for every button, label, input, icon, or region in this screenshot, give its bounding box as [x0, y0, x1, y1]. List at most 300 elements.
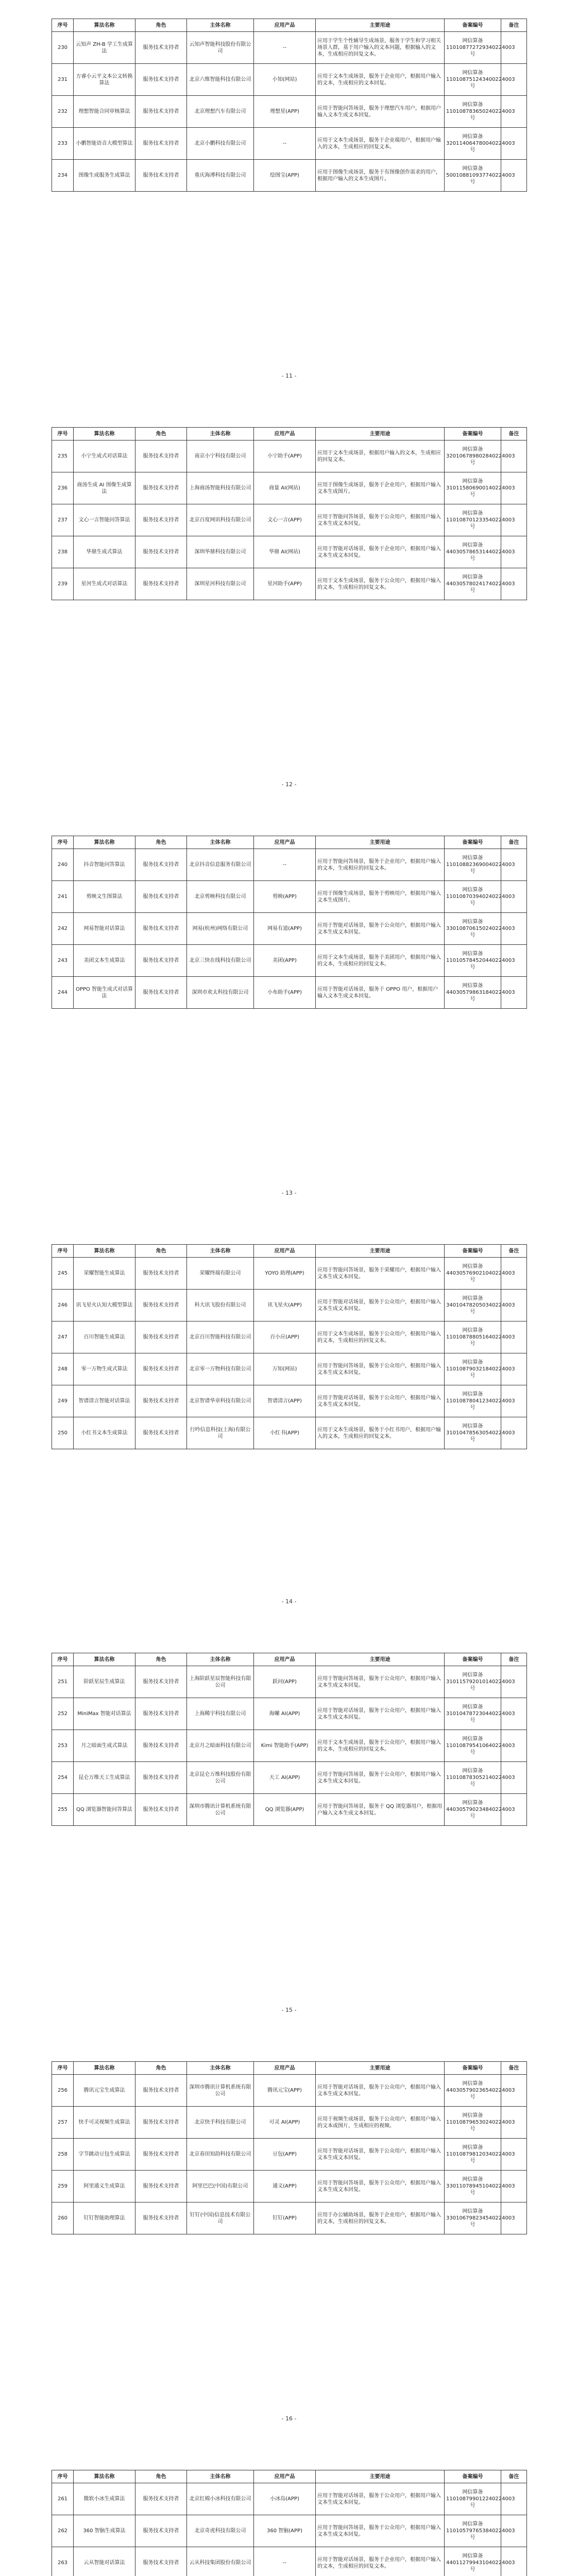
table-row — [52, 2139, 527, 2171]
cell-entity: 北京小鹏科技有限公司 — [187, 128, 254, 160]
column-header: 备注 — [501, 2062, 527, 2075]
page-number: - 16 - — [281, 2415, 297, 2422]
table-header-row — [52, 19, 527, 32]
cell-name: 星河生成式对话算法 — [74, 568, 135, 600]
cell-no: 237 — [52, 504, 74, 536]
column-header: 应用产品 — [254, 2062, 316, 2075]
cell-role: 服务技术支持者 — [135, 568, 187, 600]
cell-code: 网信算备 110108783650240224003 号 — [445, 96, 501, 128]
column-header: 主体名称 — [187, 428, 254, 440]
cell-code: 网信算备 440305790236540224003 号 — [445, 2075, 501, 2107]
cell-code: 网信算备 330106798234540224003 号 — [445, 2202, 501, 2234]
cell-name: 智谱清言智能对话算法 — [74, 1385, 135, 1417]
cell-role: 服务技术支持者 — [135, 945, 187, 977]
cell-product: Kimi 智能助手(APP) — [254, 1730, 316, 1762]
cell-role: 服务技术支持者 — [135, 1794, 187, 1826]
cell-purpose: 应用于智能问答场景，服务于荣耀用户，根据用户输入文本生成文本回复。 — [316, 1258, 445, 1290]
cell-role: 服务技术支持者 — [135, 1730, 187, 1762]
column-header: 主要用途 — [316, 2470, 445, 2483]
table-row — [52, 1385, 527, 1417]
cell-no: 234 — [52, 160, 74, 192]
cell-entity: 北京六维智能科技有限公司 — [187, 64, 254, 96]
cell-role: 服务技术支持者 — [135, 504, 187, 536]
column-header: 备注 — [501, 2470, 527, 2483]
column-header: 主要用途 — [316, 1653, 445, 1666]
cell-code: 网信算备 110108799012240224003 号 — [445, 2483, 501, 2515]
page-number: - 14 - — [281, 1598, 297, 1605]
cell-purpose: 应用于智能对话场景，服务于公众用户，根据用户输入文本生成文本回复。 — [316, 1698, 445, 1730]
cell-entity: 北京剪映科技有限公司 — [187, 881, 254, 913]
column-header: 备注 — [501, 1245, 527, 1258]
cell-code: 网信算备 110108823690040224003 号 — [445, 849, 501, 881]
cell-code: 网信算备 440305798631840224003 号 — [445, 977, 501, 1009]
table-row — [52, 2107, 527, 2139]
cell-role: 服务技术支持者 — [135, 128, 187, 160]
table-header-row — [52, 1653, 527, 1666]
cell-product: 小宁助手(APP) — [254, 440, 316, 472]
cell-no: 235 — [52, 440, 74, 472]
cell-purpose: 应用于智能问答场景，服务于公众用户，根据用户输入文本生成文本回复。 — [316, 504, 445, 536]
cell-name: 阶跃星辰生成算法 — [74, 1666, 135, 1698]
cell-code: 网信算备 330110789451040224003 号 — [445, 2171, 501, 2202]
cell-code: 网信算备 440112799431040224003 号 — [445, 2547, 501, 2576]
cell-code: 网信算备 110108790321840224003 号 — [445, 1353, 501, 1385]
page — [0, 409, 578, 817]
cell-purpose: 应用于智能问答场景，服务于公众用户，根据用户输入文本生成文本回复。 — [316, 1666, 445, 1698]
cell-product: 星河助手(APP) — [254, 568, 316, 600]
cell-name: MiniMax 智能对话算法 — [74, 1698, 135, 1730]
cell-name: 360 智脑生成算法 — [74, 2515, 135, 2547]
page — [0, 2451, 578, 2576]
cell-name: 抖音智能问答算法 — [74, 849, 135, 881]
cell-entity: 深圳市腾讯计算机系统有限公司 — [187, 1794, 254, 1826]
column-header: 应用产品 — [254, 428, 316, 440]
cell-name: 理想智能合同审核算法 — [74, 96, 135, 128]
cell-role: 服务技术支持者 — [135, 1666, 187, 1698]
table-row — [52, 1321, 527, 1353]
cell-entity: 钉钉(中国)信息技术有限公司 — [187, 2202, 254, 2234]
column-header: 角色 — [135, 2062, 187, 2075]
cell-no: 230 — [52, 32, 74, 64]
column-header: 主要用途 — [316, 1245, 445, 1258]
cell-entity: 北京三快在线科技有限公司 — [187, 945, 254, 977]
cell-entity: 上海商汤智能科技有限公司 — [187, 472, 254, 504]
table-row — [52, 1417, 527, 1449]
cell-role: 服务技术支持者 — [135, 96, 187, 128]
cell-code: 网信算备 440305786531440224003 号 — [445, 536, 501, 568]
column-header: 算法名称 — [74, 1653, 135, 1666]
cell-entity: 北京快手科技有限公司 — [187, 2107, 254, 2139]
cell-code: 网信算备 110108772729340224003 号 — [445, 32, 501, 64]
cell-name: 网易智能对话算法 — [74, 913, 135, 945]
column-header: 算法名称 — [74, 428, 135, 440]
table-row — [52, 849, 527, 881]
cell-code: 网信算备 110108796530240224003 号 — [445, 2107, 501, 2139]
registry-table — [52, 2061, 527, 2234]
table-row — [52, 1666, 527, 1698]
cell-no: 249 — [52, 1385, 74, 1417]
registry-table — [52, 836, 527, 1009]
cell-product: -- — [254, 2547, 316, 2576]
cell-entity: 阿里巴巴(中国)有限公司 — [187, 2171, 254, 2202]
cell-entity: 北京百川智能科技有限公司 — [187, 1321, 254, 1353]
column-header: 备案编号 — [445, 1653, 501, 1666]
cell-name: 零一万物生成式算法 — [74, 1353, 135, 1385]
page-number: - 12 - — [281, 781, 297, 788]
page — [0, 1226, 578, 1634]
column-header: 序号 — [52, 1653, 74, 1666]
cell-code: 网信算备 340104782050340224003 号 — [445, 1290, 501, 1321]
table-header-row — [52, 1245, 527, 1258]
cell-entity: 行吟信息科技(上海)有限公司 — [187, 1417, 254, 1449]
cell-entity: 深圳市腾讯计算机系统有限公司 — [187, 2075, 254, 2107]
page — [0, 817, 578, 1226]
cell-purpose: 应用于视频生成场景，服务于公众用户，根据用户输入的文本或图片，生成相应的视频。 — [316, 2107, 445, 2139]
cell-name: 小红书文本生成算法 — [74, 1417, 135, 1449]
column-header: 角色 — [135, 19, 187, 32]
cell-no: 253 — [52, 1730, 74, 1762]
cell-purpose: 应用于智能对话场景，服务于公众用户，根据用户输入文本生成文本回复。 — [316, 1290, 445, 1321]
cell-role: 服务技术支持者 — [135, 849, 187, 881]
cell-product: -- — [254, 32, 316, 64]
cell-code: 网信算备 110108795410640224003 号 — [445, 1730, 501, 1762]
column-header: 序号 — [52, 2470, 74, 2483]
cell-role: 服务技术支持者 — [135, 64, 187, 96]
cell-no: 251 — [52, 1666, 74, 1698]
cell-role: 服务技术支持者 — [135, 2107, 187, 2139]
cell-code: 网信算备 330108706150240224003 号 — [445, 913, 501, 945]
cell-role: 服务技术支持者 — [135, 1698, 187, 1730]
cell-entity: 北京零一万物科技有限公司 — [187, 1353, 254, 1385]
cell-name: 云从智能对话算法 — [74, 2547, 135, 2576]
cell-entity: 北京理想汽车有限公司 — [187, 96, 254, 128]
cell-name: 小鹏智能语音大模型算法 — [74, 128, 135, 160]
cell-entity: 南京小宁科技有限公司 — [187, 440, 254, 472]
table-row — [52, 536, 527, 568]
table-row — [52, 881, 527, 913]
cell-role: 服务技术支持者 — [135, 1353, 187, 1385]
cell-entity: 深圳星河科技有限公司 — [187, 568, 254, 600]
column-header: 角色 — [135, 1245, 187, 1258]
cell-product: 天工 AI(APP) — [254, 1762, 316, 1794]
cell-name: 钉钉智能助理算法 — [74, 2202, 135, 2234]
cell-code: 网信算备 440305780241740224003 号 — [445, 568, 501, 600]
cell-product: 跃问(APP) — [254, 1666, 316, 1698]
column-header: 备注 — [501, 836, 527, 849]
registry-table — [52, 1244, 527, 1449]
cell-product: QQ 浏览器(APP) — [254, 1794, 316, 1826]
table-row — [52, 504, 527, 536]
cell-name: 华鼎生成式算法 — [74, 536, 135, 568]
cell-role: 服务技术支持者 — [135, 2483, 187, 2515]
cell-product: 文心一言(APP) — [254, 504, 316, 536]
cell-code: 网信算备 110108701233540224003 号 — [445, 504, 501, 536]
column-header: 算法名称 — [74, 836, 135, 849]
cell-purpose: 应用于文本生成场景，服务于小红书用户，根据用户输入的文本，生成相应的回复文本。 — [316, 1417, 445, 1449]
cell-purpose: 应用于图像生成场景，服务于企业用户，根据用户输入文本生成图片。 — [316, 472, 445, 504]
table-row — [52, 2171, 527, 2202]
table-row — [52, 945, 527, 977]
page-number: - 15 - — [281, 2007, 297, 2013]
cell-no: 238 — [52, 536, 74, 568]
cell-product: 小布助手(APP) — [254, 977, 316, 1009]
column-header: 角色 — [135, 836, 187, 849]
cell-product: 绘图宝(APP) — [254, 160, 316, 192]
cell-code: 网信算备 310115806900140224003 号 — [445, 472, 501, 504]
cell-no: 247 — [52, 1321, 74, 1353]
cell-no: 231 — [52, 64, 74, 96]
cell-no: 263 — [52, 2547, 74, 2576]
cell-purpose: 应用于智能问答场景，服务于理想汽车用户，根据用户输入文本生成文本回复。 — [316, 96, 445, 128]
cell-code: 网信算备 440305769021040224003 号 — [445, 1258, 501, 1290]
table-row — [52, 128, 527, 160]
cell-product: 百小应(APP) — [254, 1321, 316, 1353]
cell-name: 小宁生成式对话算法 — [74, 440, 135, 472]
column-header: 算法名称 — [74, 1245, 135, 1258]
cell-role: 服务技术支持者 — [135, 913, 187, 945]
cell-entity: 重庆海溥科技有限公司 — [187, 160, 254, 192]
column-header: 应用产品 — [254, 836, 316, 849]
cell-name: 月之暗面生成式算法 — [74, 1730, 135, 1762]
cell-name: 商汤生成 AI 图像生成算法 — [74, 472, 135, 504]
cell-role: 服务技术支持者 — [135, 1258, 187, 1290]
cell-product: -- — [254, 128, 316, 160]
cell-purpose: 应用于文本生成场景，服务于公众用户，根据用户输入的文本，生成相应的回复文本。 — [316, 1730, 445, 1762]
cell-purpose: 应用于智能问答场景，服务于公众用户，根据用户输入文本生成文本回复。 — [316, 2171, 445, 2202]
cell-purpose: 应用于文本生成场景，服务于企业端用户，根据用户输入的文本，生成相应的回复文本。 — [316, 128, 445, 160]
cell-role: 服务技术支持者 — [135, 1762, 187, 1794]
cell-purpose: 应用于智能对话场景，服务于 OPPO 用户，根据用户输入文本生成文本回复。 — [316, 977, 445, 1009]
cell-purpose: 应用于智能问答场景，服务于企业用户，根据用户输入的文本，生成相应的回复文本。 — [316, 849, 445, 881]
cell-no: 252 — [52, 1698, 74, 1730]
column-header: 备案编号 — [445, 1245, 501, 1258]
cell-code: 网信算备 320106789802840224003 号 — [445, 440, 501, 472]
column-header: 备案编号 — [445, 836, 501, 849]
cell-name: 腾讯元宝生成算法 — [74, 2075, 135, 2107]
cell-no: 241 — [52, 881, 74, 913]
cell-name: 美团文本生成算法 — [74, 945, 135, 977]
page-number: - 13 - — [281, 1190, 297, 1196]
cell-purpose: 应用于智能问答场景，服务于公众用户，根据用户输入文本生成文本回复。 — [316, 1762, 445, 1794]
cell-entity: 网易(杭州)网络有限公司 — [187, 913, 254, 945]
cell-purpose: 应用于智能问答场景，服务于 QQ 浏览器用户，根据用户输入文本生成文本回复。 — [316, 1794, 445, 1826]
cell-entity: 荣耀终端有限公司 — [187, 1258, 254, 1290]
table-row — [52, 1698, 527, 1730]
cell-code: 网信算备 110108783052140224003 号 — [445, 1762, 501, 1794]
page — [0, 2043, 578, 2451]
cell-code: 网信算备 110108751243400224003 号 — [445, 64, 501, 96]
cell-no: 259 — [52, 2171, 74, 2202]
cell-name: 字节跳动豆包生成算法 — [74, 2139, 135, 2171]
registry-table — [52, 19, 527, 192]
column-header: 序号 — [52, 836, 74, 849]
cell-no: 244 — [52, 977, 74, 1009]
table-row — [52, 64, 527, 96]
column-header: 角色 — [135, 2470, 187, 2483]
cell-role: 服务技术支持者 — [135, 2075, 187, 2107]
table-row — [52, 1762, 527, 1794]
cell-name: 图像生成服务生成算法 — [74, 160, 135, 192]
cell-entity: 北京百度网讯科技有限公司 — [187, 504, 254, 536]
cell-product: 豆包(APP) — [254, 2139, 316, 2171]
cell-role: 服务技术支持者 — [135, 2139, 187, 2171]
cell-product: 小冰岛(APP) — [254, 2483, 316, 2515]
cell-purpose: 应用于文本生成场景，根据用户输入的文本，生成相应的回复文本。 — [316, 440, 445, 472]
cell-name: 讯飞星火认知大模型算法 — [74, 1290, 135, 1321]
column-header: 算法名称 — [74, 19, 135, 32]
column-header: 应用产品 — [254, 1245, 316, 1258]
cell-role: 服务技术支持者 — [135, 440, 187, 472]
column-header: 主体名称 — [187, 2470, 254, 2483]
cell-no: 262 — [52, 2515, 74, 2547]
cell-code: 网信算备 320114064780040224003 号 — [445, 128, 501, 160]
table-row — [52, 1290, 527, 1321]
table-header-row — [52, 428, 527, 440]
cell-entity: 北京昆仑万维科技股份有限公司 — [187, 1762, 254, 1794]
cell-role: 服务技术支持者 — [135, 160, 187, 192]
table-row — [52, 160, 527, 192]
column-header: 备案编号 — [445, 2062, 501, 2075]
cell-entity: 上海稀宇科技有限公司 — [187, 1698, 254, 1730]
column-header: 主要用途 — [316, 2062, 445, 2075]
cell-name: 云知声 ZH-B 学工生成算法 — [74, 32, 135, 64]
cell-purpose: 应用于智能对话场景，服务于公众用户，根据用户输入文本生成文本回复。 — [316, 2139, 445, 2171]
cell-no: 255 — [52, 1794, 74, 1826]
table-header-row — [52, 2470, 527, 2483]
table-header-row — [52, 2062, 527, 2075]
cell-code: 网信算备 310115792010140224003 号 — [445, 1666, 501, 1698]
cell-product: YOYO 助理(APP) — [254, 1258, 316, 1290]
cell-no: 242 — [52, 913, 74, 945]
page — [0, 0, 578, 409]
table-row — [52, 32, 527, 64]
cell-name: 昆仑万维天工生成算法 — [74, 1762, 135, 1794]
cell-name: OPPO 智能生成式对话算法 — [74, 977, 135, 1009]
page-number: - 11 - — [281, 372, 297, 379]
table-row — [52, 2483, 527, 2515]
cell-role: 服务技术支持者 — [135, 32, 187, 64]
cell-purpose: 应用于智能问答场景，服务于公众用户，根据用户输入文本生成文本回复。 — [316, 1353, 445, 1385]
column-header: 主体名称 — [187, 2062, 254, 2075]
cell-no: 254 — [52, 1762, 74, 1794]
cell-role: 服务技术支持者 — [135, 2515, 187, 2547]
cell-role: 服务技术支持者 — [135, 1417, 187, 1449]
cell-purpose: 应用于智能对话场景，服务于公众用户，根据用户输入文本生成文本回复。 — [316, 2075, 445, 2107]
cell-product: 腾讯元宝(APP) — [254, 2075, 316, 2107]
cell-no: 245 — [52, 1258, 74, 1290]
cell-name: 方睿小云平文本公文转换算法 — [74, 64, 135, 96]
cell-role: 服务技术支持者 — [135, 2171, 187, 2202]
cell-purpose: 应用于图像生成场景，服务于剪映用户，根据用户输入文本生成图片。 — [316, 881, 445, 913]
column-header: 备案编号 — [445, 428, 501, 440]
cell-product: 海螺 AI(APP) — [254, 1698, 316, 1730]
column-header: 序号 — [52, 1245, 74, 1258]
cell-product: 小红书(APP) — [254, 1417, 316, 1449]
cell-product: 万知(网站) — [254, 1353, 316, 1385]
column-header: 应用产品 — [254, 19, 316, 32]
column-header: 序号 — [52, 2062, 74, 2075]
column-header: 主要用途 — [316, 836, 445, 849]
cell-product: 商量 AI(网站) — [254, 472, 316, 504]
cell-no: 232 — [52, 96, 74, 128]
cell-no: 250 — [52, 1417, 74, 1449]
cell-no: 233 — [52, 128, 74, 160]
cell-code: 网信算备 110108780412340224003 号 — [445, 1385, 501, 1417]
registry-table — [52, 427, 527, 600]
table-row — [52, 2547, 527, 2576]
table-row — [52, 472, 527, 504]
column-header: 主体名称 — [187, 19, 254, 32]
cell-name: 文心一言智能问答算法 — [74, 504, 135, 536]
cell-role: 服务技术支持者 — [135, 1290, 187, 1321]
cell-code: 网信算备 110105797653840224003 号 — [445, 2515, 501, 2547]
column-header: 序号 — [52, 428, 74, 440]
cell-product: 理想星(APP) — [254, 96, 316, 128]
table-row — [52, 2075, 527, 2107]
cell-entity: 北京月之暗面科技有限公司 — [187, 1730, 254, 1762]
column-header: 备注 — [501, 19, 527, 32]
registry-table — [52, 2470, 527, 2576]
table-row — [52, 977, 527, 1009]
cell-name: 阿里通义生成算法 — [74, 2171, 135, 2202]
table-row — [52, 1730, 527, 1762]
cell-purpose: 应用于智能问答场景，服务于公众用户，根据用户输入文本生成文本回复。 — [316, 2515, 445, 2547]
cell-purpose: 应用于文本生成场景，服务于公众用户，根据用户输入的文本，生成相应的回复文本。 — [316, 1321, 445, 1353]
table-row — [52, 913, 527, 945]
cell-role: 服务技术支持者 — [135, 977, 187, 1009]
cell-role: 服务技术支持者 — [135, 1385, 187, 1417]
cell-product: 剪映(APP) — [254, 881, 316, 913]
cell-purpose: 应用于智能对话场景，服务于企业用户，根据用户输入文本生成文本回复。 — [316, 536, 445, 568]
table-row — [52, 1258, 527, 1290]
cell-no: 243 — [52, 945, 74, 977]
cell-product: 讯飞星火(APP) — [254, 1290, 316, 1321]
cell-name: 微软小冰生成算法 — [74, 2483, 135, 2515]
column-header: 备注 — [501, 428, 527, 440]
page — [0, 1634, 578, 2043]
cell-product: 可灵 AI(APP) — [254, 2107, 316, 2139]
cell-product: 美团(APP) — [254, 945, 316, 977]
cell-role: 服务技术支持者 — [135, 2547, 187, 2576]
cell-code: 网信算备 110108703940240224003 号 — [445, 881, 501, 913]
cell-role: 服务技术支持者 — [135, 536, 187, 568]
cell-role: 服务技术支持者 — [135, 881, 187, 913]
cell-code: 网信算备 310104787230440224003 号 — [445, 1698, 501, 1730]
cell-entity: 科大讯飞股份有限公司 — [187, 1290, 254, 1321]
cell-code: 网信算备 110105784520440224003 号 — [445, 945, 501, 977]
column-header: 应用产品 — [254, 2470, 316, 2483]
cell-no: 240 — [52, 849, 74, 881]
table-row — [52, 2515, 527, 2547]
cell-no: 257 — [52, 2107, 74, 2139]
table-row — [52, 2202, 527, 2234]
cell-name: 快手可灵视频生成算法 — [74, 2107, 135, 2139]
cell-entity: 云知声智能科技股份有限公司 — [187, 32, 254, 64]
cell-product: 小知(网站) — [254, 64, 316, 96]
cell-product: 华鼎 AI(网站) — [254, 536, 316, 568]
table-header-row — [52, 836, 527, 849]
column-header: 角色 — [135, 428, 187, 440]
cell-product: 360 智脑(APP) — [254, 2515, 316, 2547]
cell-purpose: 应用于文本生成场景，服务于企业用户，根据用户输入的文本，生成相应的文本回复。 — [316, 64, 445, 96]
column-header: 应用产品 — [254, 1653, 316, 1666]
cell-purpose: 应用于智能对话场景，服务于公众用户，根据用户输入文本生成文本回复。 — [316, 1385, 445, 1417]
cell-entity: 深圳华鼎科技有限公司 — [187, 536, 254, 568]
cell-no: 261 — [52, 2483, 74, 2515]
column-header: 角色 — [135, 1653, 187, 1666]
column-header: 主体名称 — [187, 1653, 254, 1666]
cell-no: 246 — [52, 1290, 74, 1321]
